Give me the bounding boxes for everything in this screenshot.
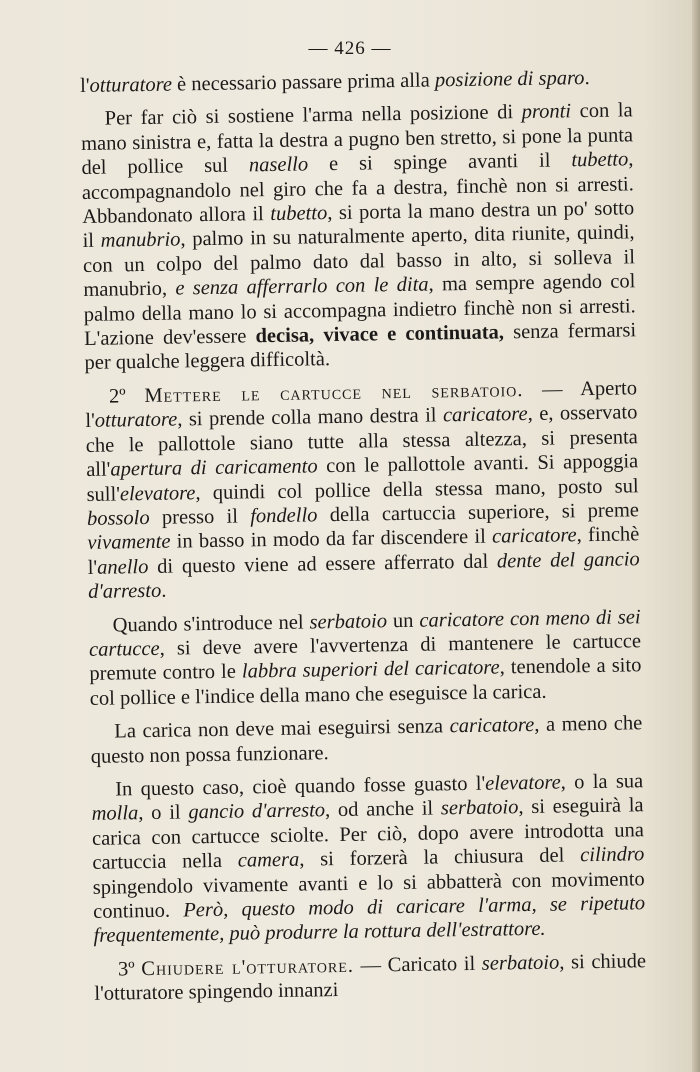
paragraph-4: Quando s'introduce nel serbatoio un caricatore con meno di sei cartucce, si deve avere l'avvertenza di mantenere le cartucce premute contro le labbra superiori del caricatore, tenendole a sito col pollice e l'indice della mano che eseguisce la carica. bbox=[88, 605, 642, 710]
paragraph-3: 2º Mettere le cartucce nel serbatoio. — Aperto l'otturatore, si prende colla mano destra il caricatore, e, osservato che le pallottole siano tutte alla stessa altezza, si presenta all'apertura di caricamento con le pallottole avanti. Si appoggia sull'elevatore, quindi col pollice della stessa mano, posto sul bossolo presso il fondello della cartuccia superiore, si preme vivamente in basso in modo da far discendere il caricatore, finchè l'anello di questo viene ad essere afferrato dal dente del gancio d'arresto. bbox=[85, 377, 640, 604]
paragraph-5: La carica non deve mai eseguirsi senza caricatore, a meno che questo non possa funzionare. bbox=[90, 712, 643, 768]
page-number: — 426 — bbox=[308, 38, 392, 59]
book-spine-edge bbox=[692, 0, 700, 1072]
page-body-text bbox=[80, 65, 647, 1015]
paragraph-6: In questo caso, cioè quando fosse guasto l'elevatore, o la sua molla, o il gancio d'arresto, od anche il serbatoio, si eseguirà la carica con cartucce sciolte. Per ciò, dopo avere introdotta una cartuccia nella camera, si forzerà la chiusura del cilindro spingendolo vivamente avanti e lo si abbatterà con movimento continuo. Però, questo modo di caricare l'arma, se ripetuto frequentemente, può produrre la rottura dell'estrattore. bbox=[91, 770, 646, 948]
paragraph-1: l'otturatore è necessario passare prima alla posizione di sparo. bbox=[80, 66, 590, 97]
paragraph-7: 3º Chiudere l'otturatore. — Caricato il serbatoio, si chiude l'otturatore spingendo innanzi bbox=[94, 950, 647, 1006]
paragraph-2: Per far ciò si sostiene l'arma nella posizione di pronti con la mano sinistra e, fatta la destra a pugno ben stretto, si pone la punta del pollice sul nasello e si spinge avanti il tubetto, accompagnandolo nel giro che fa a destra, finchè non si arresti. Abbandonato allora il tubetto, si porta la mano destra un po' sotto il manubrio, palmo in su naturalmente aperto, dita riunite, quindi, con un colpo del palmo dato dal basso in alto, si solleva il manubrio, e senza afferrarlo con le dita, ma sempre agendo col palmo della mano lo si accompagna indietro finchè non si arresti. L'azione dev'essere decisa, vivace e continuata, senza fermarsi per qualche leggera difficoltà. bbox=[80, 99, 637, 375]
